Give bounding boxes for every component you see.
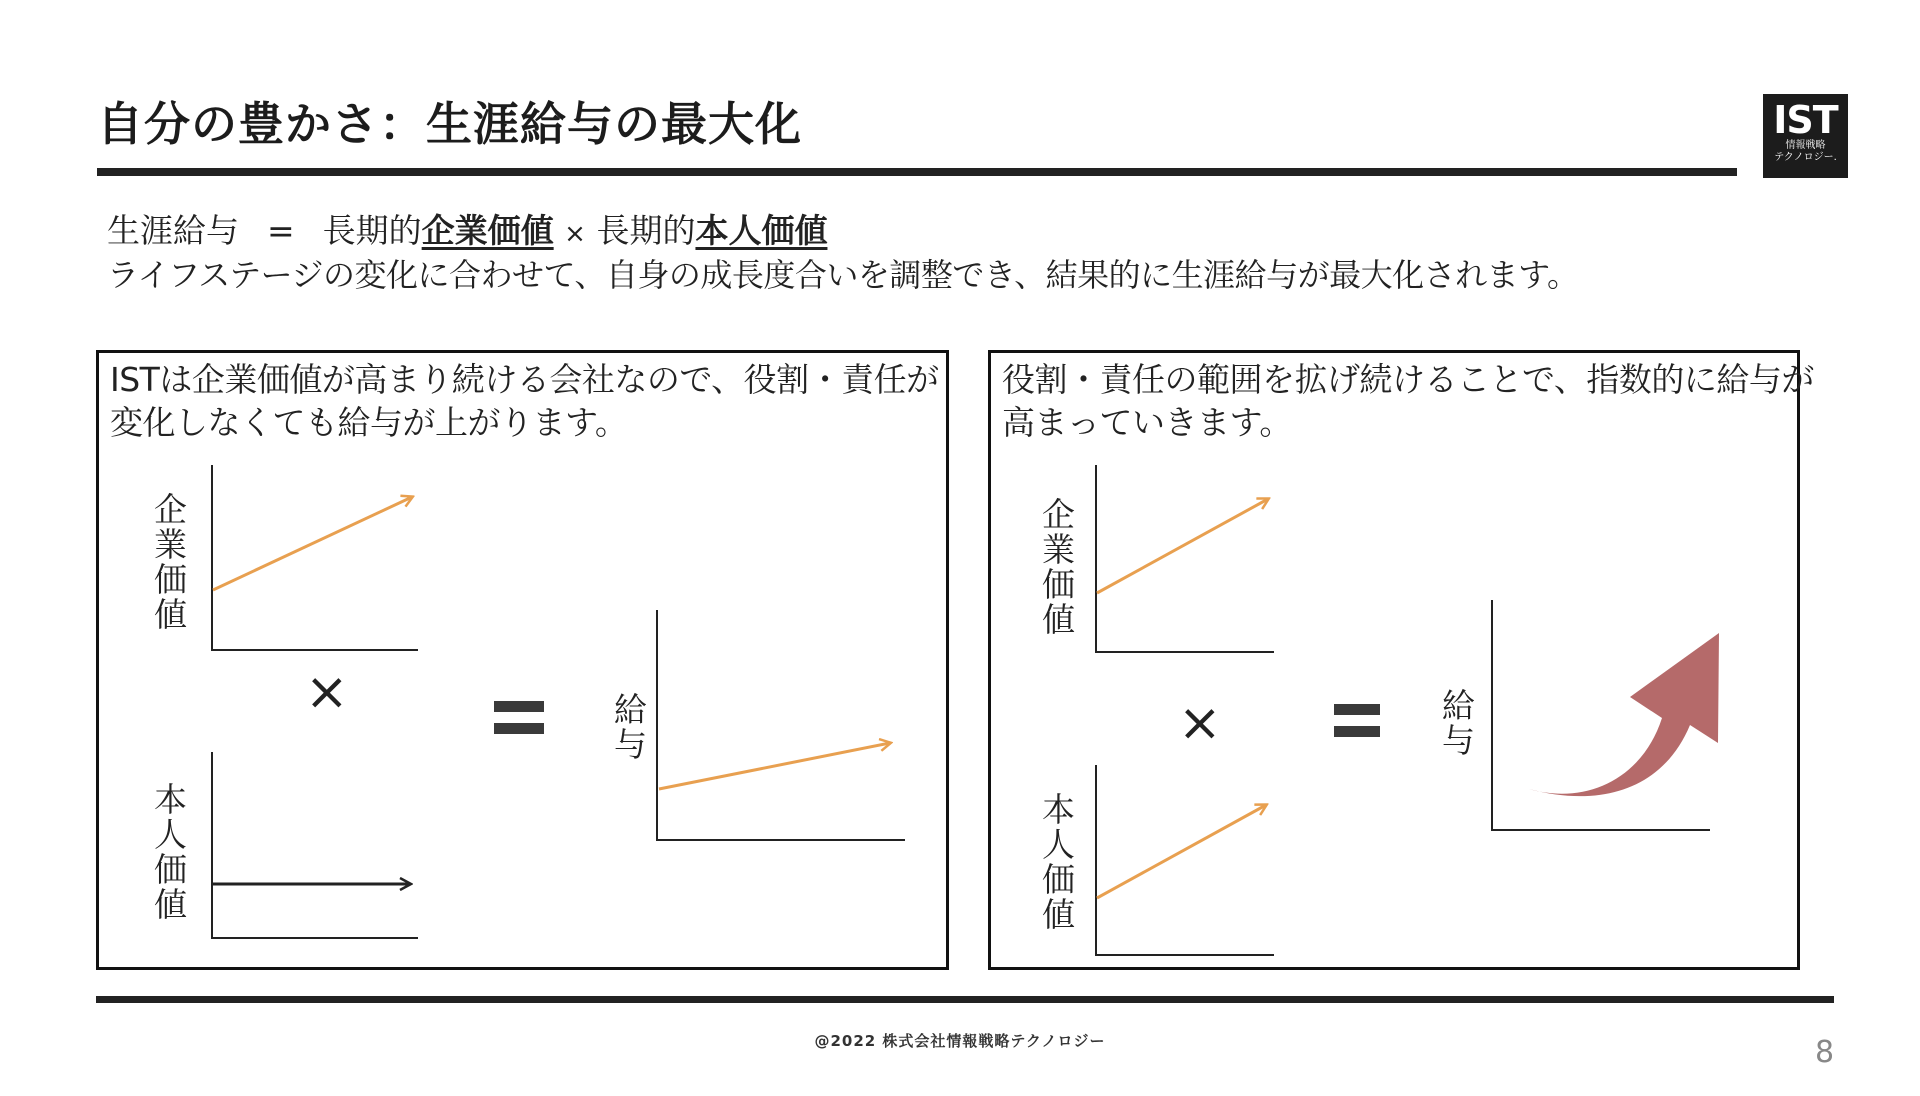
right-label-salary: 給与	[1437, 688, 1476, 758]
formula-term2-prefix: 長期的	[596, 211, 696, 250]
right-panel-line1: 役割・責任の範囲を拡げ続けることで、指数的に給与が	[1002, 360, 1814, 399]
right-company-axes	[1096, 465, 1274, 652]
bottom-rule	[96, 996, 1834, 1003]
formula-description: ライフステージの変化に合わせて、自身の成長度合いを調整でき、結果的に生涯給与が最大化されます。	[107, 256, 1579, 294]
right-self-trend-arrow	[1097, 805, 1266, 898]
left-panel-line2: 変化しなくても給与が上がります。	[110, 403, 628, 442]
left-company-axes	[212, 465, 418, 650]
formula-term1-prefix: 長期的	[322, 211, 422, 250]
page-title: 自分の豊かさ：生涯給与の最大化	[97, 97, 802, 151]
left-company-value-chart	[212, 465, 418, 650]
formula-lhs: 生涯給与	[107, 211, 239, 250]
left-self-value-chart	[212, 752, 418, 938]
right-company-trend-arrow	[1097, 499, 1268, 593]
footer-copyright: @2022 株式会社情報戦略テクノロジー	[814, 1032, 1106, 1050]
page-number: 8	[1815, 1035, 1835, 1070]
logo-sub-text-2: テクノロジー.	[1774, 152, 1837, 163]
left-label-self-value: 本人価値	[149, 782, 188, 922]
left-company-trend-arrow	[213, 497, 412, 590]
right-times-sign: ×	[1178, 693, 1222, 753]
left-salary-trend-arrow	[659, 743, 890, 789]
formula-times: ×	[564, 219, 586, 249]
left-times-sign: ×	[305, 662, 349, 722]
formula-term2-strong: 本人価値	[695, 211, 828, 250]
right-salary-chart	[1492, 600, 1719, 830]
formula-term1-strong: 企業価値	[421, 211, 554, 250]
formula-equals: =	[267, 211, 295, 250]
left-salary-chart	[657, 610, 905, 840]
left-salary-axes	[657, 610, 905, 840]
right-panel-line2: 高まっていきます。	[1002, 403, 1292, 442]
right-label-self-value: 本人価値	[1037, 792, 1076, 932]
logo-main-text: IST	[1773, 98, 1838, 142]
right-label-company-value: 企業価値	[1037, 497, 1076, 637]
left-panel-line1: ISTは企業価値が高まり続ける会社なので、役割・責任が	[110, 360, 939, 399]
left-label-company-value: 企業価値	[149, 492, 188, 632]
right-equals-sign	[1334, 704, 1380, 737]
logo-sub-text-1: 情報戦略	[1785, 140, 1826, 151]
left-self-axes	[212, 752, 418, 938]
right-salary-exponential-arrow	[1529, 633, 1719, 796]
right-self-axes	[1096, 765, 1274, 955]
right-self-value-chart	[1096, 765, 1274, 955]
left-label-salary: 給与	[609, 692, 648, 762]
right-company-value-chart	[1096, 465, 1274, 652]
left-equals-sign	[494, 701, 544, 734]
